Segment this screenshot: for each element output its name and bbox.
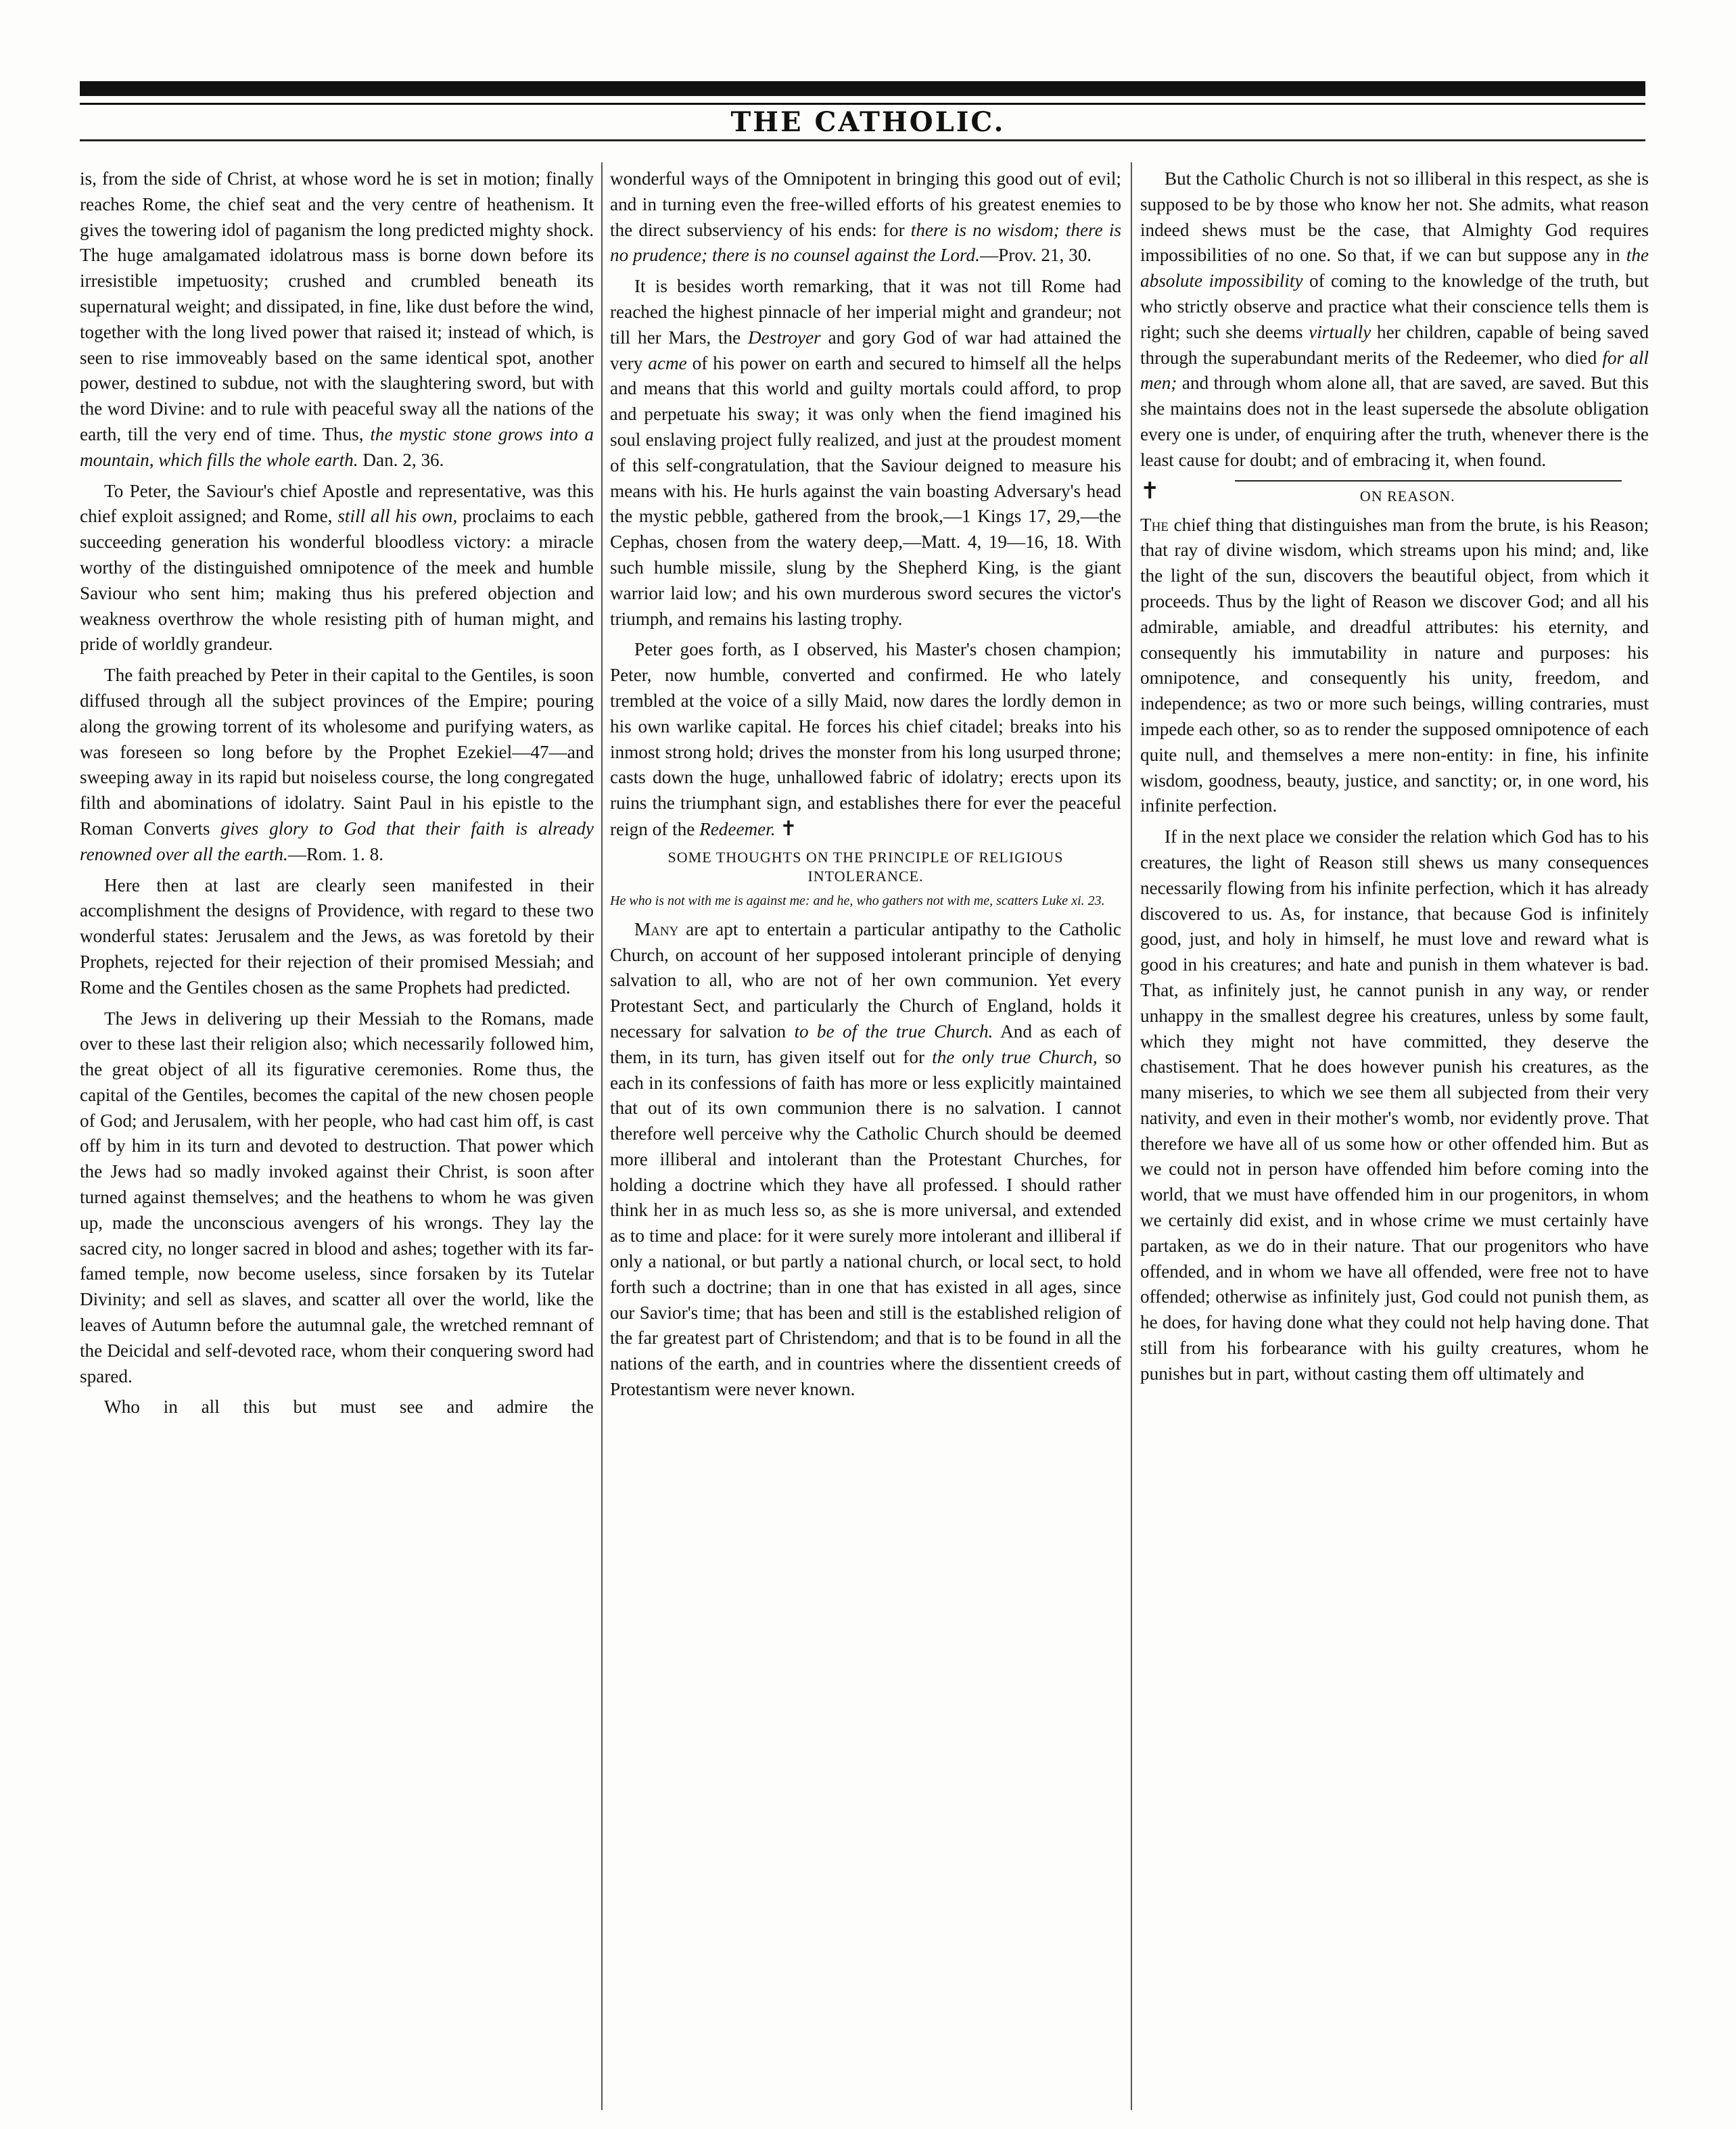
header-thin-rule bbox=[80, 103, 1645, 105]
column-divider bbox=[601, 162, 603, 2110]
header-heavy-rule bbox=[80, 81, 1645, 96]
masthead-underline bbox=[80, 139, 1645, 141]
masthead-title: THE CATHOLIC. bbox=[730, 106, 1006, 138]
paragraph: It is besides worth remarking, that it was not till Rome had reached the highest pinnacle of her imperial might and grandeur; not till her Mars, the Destroyer and gory God of war had attained the very acme of his power on earth and secured to himself all the helps and means that this world and guilty mortals could afford, to prop and perpetuate his sway; it was only when the fiend imagined his soul enslaving project fully realized, and just at the proudest moment of this self-congratulation, that the Saviour deigned to measure his means with his. He hurls against the vain boasting Adversary's head the mystic pebble, gathered from the brook,—1 Kings 17, 29,—the Cephas, chosen from the watery deep,—Matt. 4, 19—16, 18. With such humble missile, slung by the Shepherd King, is the giant warrior laid low; and his own murderous sword secures the victor's triumph, and remains his lasting trophy. bbox=[610, 276, 1121, 629]
column-middle bbox=[610, 166, 1121, 2101]
paragraph: The faith preached by Peter in their capital to the Gentiles, is soon diffused through all the subject provinces of the Empire; pouring along the growing torrent of its wholesome and purifying waters, as was foreseen so long before by the Prophet Ezekiel—47—and sweeping away in its rapid but noiseless course, the long congregated filth and abominations of idolatry. Saint Paul in his epistle to the Roman Converts gives glory to God that their faith is already renowned over all the earth.—Rom. 1. 8. bbox=[80, 665, 594, 864]
column-left bbox=[80, 166, 594, 2101]
column-right bbox=[1140, 166, 1649, 2101]
section-title: SOME THOUGHTS ON THE PRINCIPLE OF RELIGIOUS INTOLERANCE. bbox=[667, 848, 1064, 885]
section-rule bbox=[1235, 480, 1622, 482]
paragraph: To Peter, the Saviour's chief Apostle and representative, was this chief exploit assigned; and Rome, still all his own, proclaims to each succeeding generation his wonderful bloodless victory: a miracle worthy of the distinguished omnipotence of the meek and humble Saviour who sent him; making thus his prefered objection and weakness overthrow the whole resisting pith of human might, and pride of worldly grandeur. bbox=[80, 480, 594, 655]
epigraph: He who is not with me is against me: and he, who gathers not with me, scatters Luke xi. 23. bbox=[610, 893, 1105, 908]
section-header-block bbox=[1140, 480, 1649, 506]
paragraph: is, from the side of Christ, at whose word he is set in motion; finally reaches Rome, the chief seat and the very centre of heathenism. It gives the towering idol of paganism the long predicted mighty shock. The huge amalgamated idolatrous mass is borne down before its irresistible impetuosity; crushed and crumbled beneath its supernatural weight; and dissipated, in fine, like dust before the wind, together with the long lived power that raised it; instead of which, is seen to rise immoveably based on the same identical spot, another power, destined to subdue, not with the slaughtering sword, but with the word Divine: and to rule with peaceful sway all the nations of the earth, till the very end of time. Thus, the mystic stone grows into a mountain, which fills the whole earth. Dan. 2, 36. bbox=[80, 168, 594, 470]
paragraph: Here then at last are clearly seen manifested in their accomplishment the designs of Providence, with regard to these two wonderful states: Jerusalem and the Jews, as was foretold by their Prophets, rejected for their rejection of their promised Messiah; and Rome and the Gentiles chosen as the same Prophets had predicted. bbox=[80, 874, 594, 998]
paragraph: wonderful ways of the Omnipotent in bringing this good out of evil; and in turning even the free-willed efforts of his greatest enemies to the direct subserviency of his ends: for there is no wisdom; there is no prudence; there is no counsel against the Lord.—Prov. 21, 30. bbox=[610, 168, 1121, 266]
paragraph: The Jews in delivering up their Messiah to the Romans, made over to these last their religion also; which necessarily followed him, the great object of all its figurative ceremonies. Rome thus, the capital of the Gentiles, becomes the capital of the new chosen people of God; and Jerusalem, with her people, who had cast him off, is cast off by him in its turn and devoted to destruction. That power which the Jews had so madly invoked against their Christ, is soon after turned against themselves; and the heathens to whom he was given up, made the unconscious avengers of his wrongs. They lay the sacred city, no longer sacred in blood and ashes; together with its far-famed temple, now become useless, since forsaken by its Tutelar Divinity; and sell as slaves, and scatter all over the world, like the leaves of Autumn before the autumnal gale, the wretched remnant of the Deicidal and self-devoted race, whom their conquering sword had spared. bbox=[80, 1008, 594, 1386]
paragraph: But the Catholic Church is not so illiberal in this respect, as she is supposed to be by those who know her not. She admits, what reason indeed shews must be the case, that Almighty God requires impossibilities of no one. So that, if we can but suppose any in the absolute impossibility of coming to the knowledge of the truth, but who strictly observe and practice what their conscience tells them is right; such she deems virtually her children, capable of being saved through the superabundant merits of the Redeemer, who died for all men; and through whom alone all, that are saved, are saved. But this she maintains does not in the least supersede the absolute obligation every one is under, of enquiring after the truth, whenever there is the least cause for doubt; and of embracing it, when found. bbox=[1140, 168, 1649, 470]
cross-ornament-icon: ✝ bbox=[1140, 478, 1160, 504]
paragraph: Peter goes forth, as I observed, his Master's chosen champion; Peter, now humble, converted and confirmed. He who lately trembled at the voice of a silly Maid, now dares the lordly demon in his own warlike capital. He forces his chief citadel; breaks into his inmost strong hold; drives the monster from his long usurped throne; casts down the huge, unhallowed fabric of idolatry; erects upon its ruins the triumphant sign, and establishes there for ever the peaceful reign of the Redeemer. ✝ bbox=[610, 639, 1121, 840]
paragraph: The chief thing that distinguishes man from the brute, is his Reason; that ray of divine wisdom, which streams upon his mind; and, like the light of the sun, discovers the beautiful object, from which it proceeds. Thus by the light of Reason we discover God; and all his admirable, amiable, and dreadful attributes: his eternity, and consequently his immutability in nature and purposes: his omnipotence, and consequently his unity, freedom, and independence; as two or more such beings, willing contraries, must impede each other, so as to render the supposed omnipotence of each quite null, and themselves a mere non-entity: in fine, his infinite wisdom, goodness, beauty, justice, and sanctity; or, in one word, his infinite perfection. bbox=[1140, 514, 1649, 816]
column-divider bbox=[1131, 162, 1132, 2110]
paragraph: If in the next place we consider the relation which God has to his creatures, the light of Reason still shews us many consequences necessarily flowing from his infinite perfection, which it has already discovered to us. As, for instance, that because God is infinitely good, just, and holy in himself, he must love and reward what is good in his creatures; and hate and punish in them whatever is bad. That, as infinitely just, he cannot punish in any way, or render unhappy in the smallest degree his creatures, unless by some fault, which they might not have committed, they deserve the chastisement. That he does however punish his creatures, as the many miseries, to which we see them all subjected from their very nativity, and even in their mother's womb, nor evidently prove. That therefore we have all of us some how or other offended him. But as we could not in person have offended him before coming into the world, that we must have offended him in our progenitors, in whom we certainly did exist, and in whose crime we must certainly have partaken, as we do in their nature. That our progenitors who have offended, and in whom we have all offended, were free not to have offended; otherwise as infinitely just, God could not punish them, as he does, for having done what they could not help having done. That still from his forbearance with his guilty creatures, whom he punishes but in part, without casting them off ultimately and bbox=[1140, 826, 1649, 1384]
cross-ornament-icon: ✝ bbox=[780, 817, 797, 840]
paragraph: Many are apt to entertain a particular antipathy to the Catholic Church, on account of her supposed intolerant principle of denying salvation to all, who are not of her own communion. Yet every Protestant Sect, and particularly the Church of England, holds it necessary for salvation to be of the true Church. And as each of them, in its turn, has given itself out for the only true Church, so each in its confessions of faith has more or less explicitly maintained that out of its own communion there is no salvation. I cannot therefore well perceive why the Catholic Church should be deemed more illiberal and intolerant than the Protestant Churches, for holding a doctrine which they have all professed. I should rather think her in as much less so, as she is more universal, and extended as to time and place: for it were surely more intolerant and illiberal if only a national, or but partly a national church, or local sect, to hold forth such a doctrine; than in one that has existed in all ages, since our Savior's time; that has been and still is the established religion of the far greatest part of Christendom; and that is to be found in all the nations of the earth, and in countries where the dissentient creeds of Protestantism were never known. bbox=[610, 918, 1121, 1400]
section-title: ON REASON. bbox=[1359, 487, 1455, 505]
paragraph: Who in all this but must see and admire the bbox=[104, 1397, 594, 1418]
